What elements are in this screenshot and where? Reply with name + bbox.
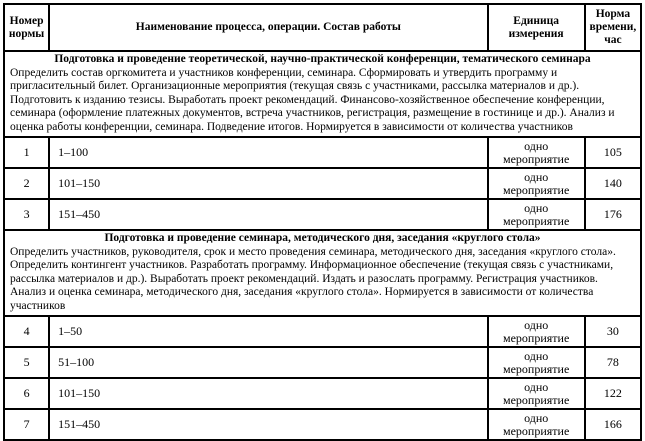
section-cell <box>4 51 641 137</box>
section-title: Подготовка и проведение семинара, методического дня, заседания «круглого стола» <box>104 232 541 244</box>
header-measure-unit: Единица измерения <box>488 4 585 51</box>
row-number-cell: 3 <box>4 199 49 230</box>
section-description: Определить состав оргкомитета и участников конференции, семинара. Сформировать и утвердить программу и пригласительный билет. Организационные мероприятия (текущая связь с участниками, рассылка материалов и др.). Подготовить к изданию тезисы. Выработать проект рекомендаций. Финансово-хозяйственное обеспечение конференции, семинара (оформление платежных документов, встреча участников, регистрация, размещение в гостинице и др.). Анализ и оценка работы конференции, семинара. Подведение итогов. Нормируется в зависимости от количества участников <box>10 66 615 133</box>
section-row <box>4 230 641 316</box>
row-unit-cell: одно мероприятие <box>488 347 585 378</box>
row-unit-cell: одно мероприятие <box>488 378 585 409</box>
row-time-cell: 176 <box>585 199 641 230</box>
row-range-cell: 101–150 <box>49 168 487 199</box>
row-range-cell: 1–50 <box>49 316 487 347</box>
row-number-cell: 4 <box>4 316 49 347</box>
section-cell <box>4 230 641 316</box>
row-number-cell: 7 <box>4 409 49 440</box>
table-header-row <box>4 4 641 51</box>
table-row <box>4 409 641 440</box>
table-row <box>4 168 641 199</box>
row-time-cell: 166 <box>585 409 641 440</box>
row-unit-cell: одно мероприятие <box>488 137 585 168</box>
header-process-name: Наименование процесса, операции. Состав работы <box>49 4 487 51</box>
row-range-cell: 151–450 <box>49 199 487 230</box>
header-time-norm: Норма времени, час <box>585 4 641 51</box>
row-number-cell: 6 <box>4 378 49 409</box>
table-row <box>4 137 641 168</box>
row-number-cell: 2 <box>4 168 49 199</box>
row-range-cell: 51–100 <box>49 347 487 378</box>
row-unit-cell: одно мероприятие <box>488 409 585 440</box>
norms-table <box>3 3 642 441</box>
table-row <box>4 316 641 347</box>
row-unit-cell: одно мероприятие <box>488 199 585 230</box>
row-time-cell: 30 <box>585 316 641 347</box>
row-time-cell: 78 <box>585 347 641 378</box>
table-body <box>4 51 641 440</box>
row-range-cell: 151–450 <box>49 409 487 440</box>
row-number-cell: 5 <box>4 347 49 378</box>
table-row <box>4 199 641 230</box>
section-row <box>4 51 641 137</box>
row-unit-cell: одно мероприятие <box>488 316 585 347</box>
row-number-cell: 1 <box>4 137 49 168</box>
row-unit-cell: одно мероприятие <box>488 168 585 199</box>
section-title: Подготовка и проведение теоретической, научно-практической конференции, тематического семинара <box>54 53 591 65</box>
header-norm-number: Номер нормы <box>4 4 49 51</box>
section-description: Определить участников, руководителя, срок и место проведения семинара, методического дня, заседания «круглого стола». Определить контингент участников. Разработать программу. Информационное обеспечение (текущая связь с участниками, рассылка материалов и др.). Выработать проект рекомендаций. Издать и разослать программу. Регистрация участников. Анализ и оценка семинара, методического дня, заседания «круглого стола». Нормируется в зависимости от количества участников <box>10 245 616 312</box>
row-range-cell: 1–100 <box>49 137 487 168</box>
row-range-cell: 101–150 <box>49 378 487 409</box>
table-row <box>4 347 641 378</box>
table-row <box>4 378 641 409</box>
row-time-cell: 105 <box>585 137 641 168</box>
row-time-cell: 122 <box>585 378 641 409</box>
row-time-cell: 140 <box>585 168 641 199</box>
